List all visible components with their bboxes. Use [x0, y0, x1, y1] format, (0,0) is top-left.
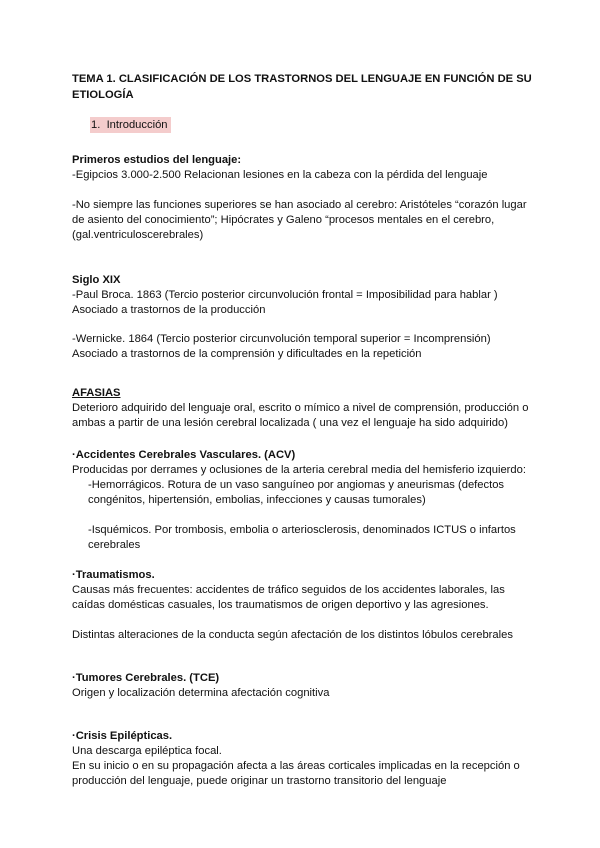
- section-heading-siglo-xix: Siglo XIX: [72, 274, 121, 286]
- section-heading-afasias: [72, 386, 532, 401]
- paragraph-traumatismos-causas: Causas más frecuentes: accidentes de tráfico seguidos de los accidentes laborales, las caídas domésticas casuales, los traumatismos de origen deportivo y las agresiones.: [72, 584, 505, 611]
- paragraph-acv-intro: Producidas por derrames y oclusiones de la arteria cerebral media del hemisferio izquierdo:: [72, 464, 526, 476]
- section-heading-crisis: ·Crisis Epilépticas.: [72, 730, 173, 742]
- paragraph-funciones-superiores: -No siempre las funciones superiores se han asociado al cerebro: Aristóteles “corazón lugar de asiento del conocimiento”; Hipócrates y Galeno “procesos mentales en el cerebro, (gal.ventriculoscerebrales): [72, 199, 527, 241]
- section-heading-traumatismos: ·Traumatismos.: [72, 569, 155, 581]
- paragraph-afasias-definition: Deterioro adquirido del lenguaje oral, escrito o mímico a nivel de comprensión, producción o ambas a partir de una lesión cerebral localizada ( una vez el lenguaje ha sido adquirido): [72, 402, 529, 429]
- intro-label: Introducción: [106, 119, 168, 131]
- paragraph-wernicke-line1: -Wernicke. 1864 (Tercio posterior circunvolución temporal superior = Incomprensión): [72, 333, 491, 345]
- list-item-isquemicos: -Isquémicos. Por trombosis, embolia o arteriosclerosis, denominados ICTUS o infartos cerebrales: [88, 524, 516, 551]
- intro-highlight: [90, 117, 171, 133]
- afasias-heading-text: AFASIAS: [72, 387, 121, 399]
- document-page: [72, 71, 532, 789]
- list-item-hemorragicos: -Hemorrágicos. Rotura de un vaso sanguíneo por angiomas y aneurismas (defectos congénitos, hipertensión, embolias, infecciones y causas tumorales): [88, 479, 505, 506]
- intro-row: [72, 117, 532, 133]
- paragraph-crisis-descarga: Una descarga epiléptica focal.: [72, 745, 222, 757]
- section-heading-acv: ·Accidentes Cerebrales Vasculares. (ACV): [72, 449, 296, 461]
- paragraph-broca-line1: -Paul Broca. 1863 (Tercio posterior circunvolución frontal = Imposibilidad para hablar ): [72, 289, 498, 301]
- paragraph-crisis-propagacion: En su inicio o en su propagación afecta a las áreas corticales implicadas en la recepción o producción del lenguaje, puede originar un trastorno transitorio del lenguaje: [72, 760, 520, 787]
- paragraph-egipcios: -Egipcios 3.000-2.500 Relacionan lesiones en la cabeza con la pérdida del lenguaje: [72, 169, 488, 181]
- paragraph-tumores: Origen y localización determina afectación cognitiva: [72, 687, 330, 699]
- document-title: TEMA 1. CLASIFICACIÓN DE LOS TRASTORNOS DEL LENGUAJE EN FUNCIÓN DE SU ETIOLOGÍA: [72, 73, 532, 101]
- section-heading-primeros-estudios: Primeros estudios del lenguaje:: [72, 154, 242, 166]
- paragraph-traumatismos-alteraciones: Distintas alteraciones de la conducta según afectación de los distintos lóbulos cerebrales: [72, 629, 513, 641]
- section-heading-tumores: ·Tumores Cerebrales. (TCE): [72, 672, 220, 684]
- intro-number: 1.: [91, 119, 101, 131]
- paragraph-wernicke-line2: Asociado a trastornos de la comprensión y dificultades en la repetición: [72, 348, 422, 360]
- paragraph-broca-line2: Asociado a trastornos de la producción: [72, 304, 266, 316]
